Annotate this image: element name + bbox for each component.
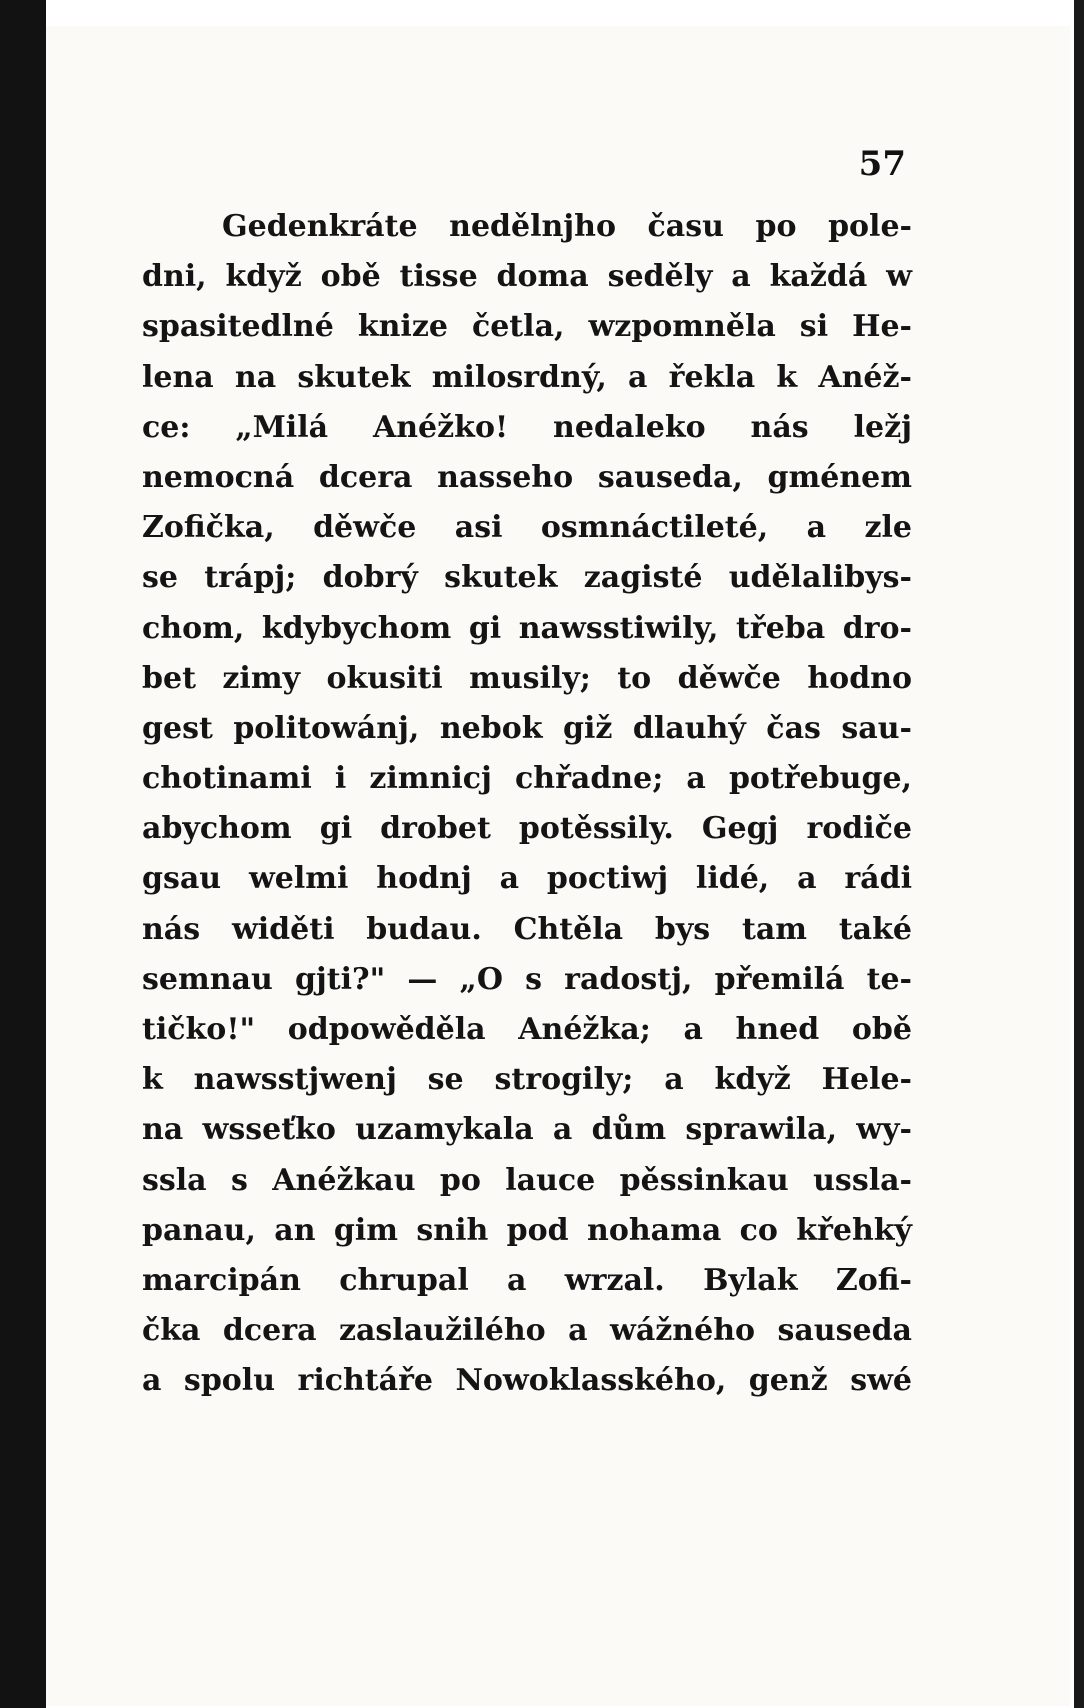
text-line: nás widěti budau. Chtěla bys tam také bbox=[142, 911, 912, 947]
page-number: 57 bbox=[858, 144, 906, 184]
text-line: marcipán chrupal a wrzal. Bylak Zofi- bbox=[142, 1262, 912, 1298]
text-line: chotinami i zimnicj chřadne; a potřebuge, bbox=[142, 761, 912, 797]
text-line: nemocná dcera nasseho sauseda, gménem bbox=[142, 459, 912, 495]
text-line: panau, an gim snih pod nohama co křehký bbox=[142, 1212, 912, 1248]
text-line: ce: „Milá Anéžko! nedaleko nás ležj bbox=[142, 409, 912, 445]
text-line: abychom gi drobet potěssily. Gegj rodiče bbox=[142, 811, 912, 847]
body-text bbox=[142, 202, 912, 1407]
text-line: čka dcera zaslaužilého a wážného sauseda bbox=[142, 1313, 912, 1349]
scan-edge-right bbox=[1074, 0, 1084, 1708]
text-line: gest politowánj, nebok giž dlauhý čas sau- bbox=[142, 710, 912, 746]
text-line: k nawsstjwenj se strogily; a když Hele- bbox=[142, 1062, 912, 1098]
text-line: bet zimy okusiti musily; to děwče hodno bbox=[142, 660, 912, 696]
text-line: na wsseťko uzamykala a dům sprawila, wy- bbox=[142, 1112, 912, 1148]
text-line: a spolu richtáře Nowoklasského, genž swé bbox=[142, 1363, 912, 1399]
scan-edge-left bbox=[0, 0, 46, 1708]
text-line: chom, kdybychom gi nawsstiwily, třeba dro- bbox=[142, 610, 912, 646]
text-line: Zofička, děwče asi osmnáctileté, a zle bbox=[142, 510, 912, 546]
text-line: gsau welmi hodnj a poctiwj lidé, a rádi bbox=[142, 861, 912, 897]
text-line: tičko!" odpowěděla Anéžka; a hned obě bbox=[142, 1012, 912, 1047]
text-line: ssla s Anéžkau po lauce pěssinkau ussla- bbox=[142, 1162, 912, 1198]
book-page bbox=[46, 26, 1070, 1706]
text-line: Gedenkráte nedělnjho času po pole- bbox=[222, 209, 912, 244]
text-line: spasitedlné knize četla, wzpomněla si He- bbox=[142, 309, 912, 345]
text-line: se trápj; dobrý skutek zagisté udělalibys- bbox=[142, 560, 912, 596]
text-line: lena na skutek milosrdný, a řekla k Anéž- bbox=[142, 359, 912, 395]
text-line: dni, když obě tisse doma seděly a každá w bbox=[142, 259, 912, 295]
text-line: semnau gjti?" — „O s radostj, přemilá te- bbox=[142, 961, 912, 997]
